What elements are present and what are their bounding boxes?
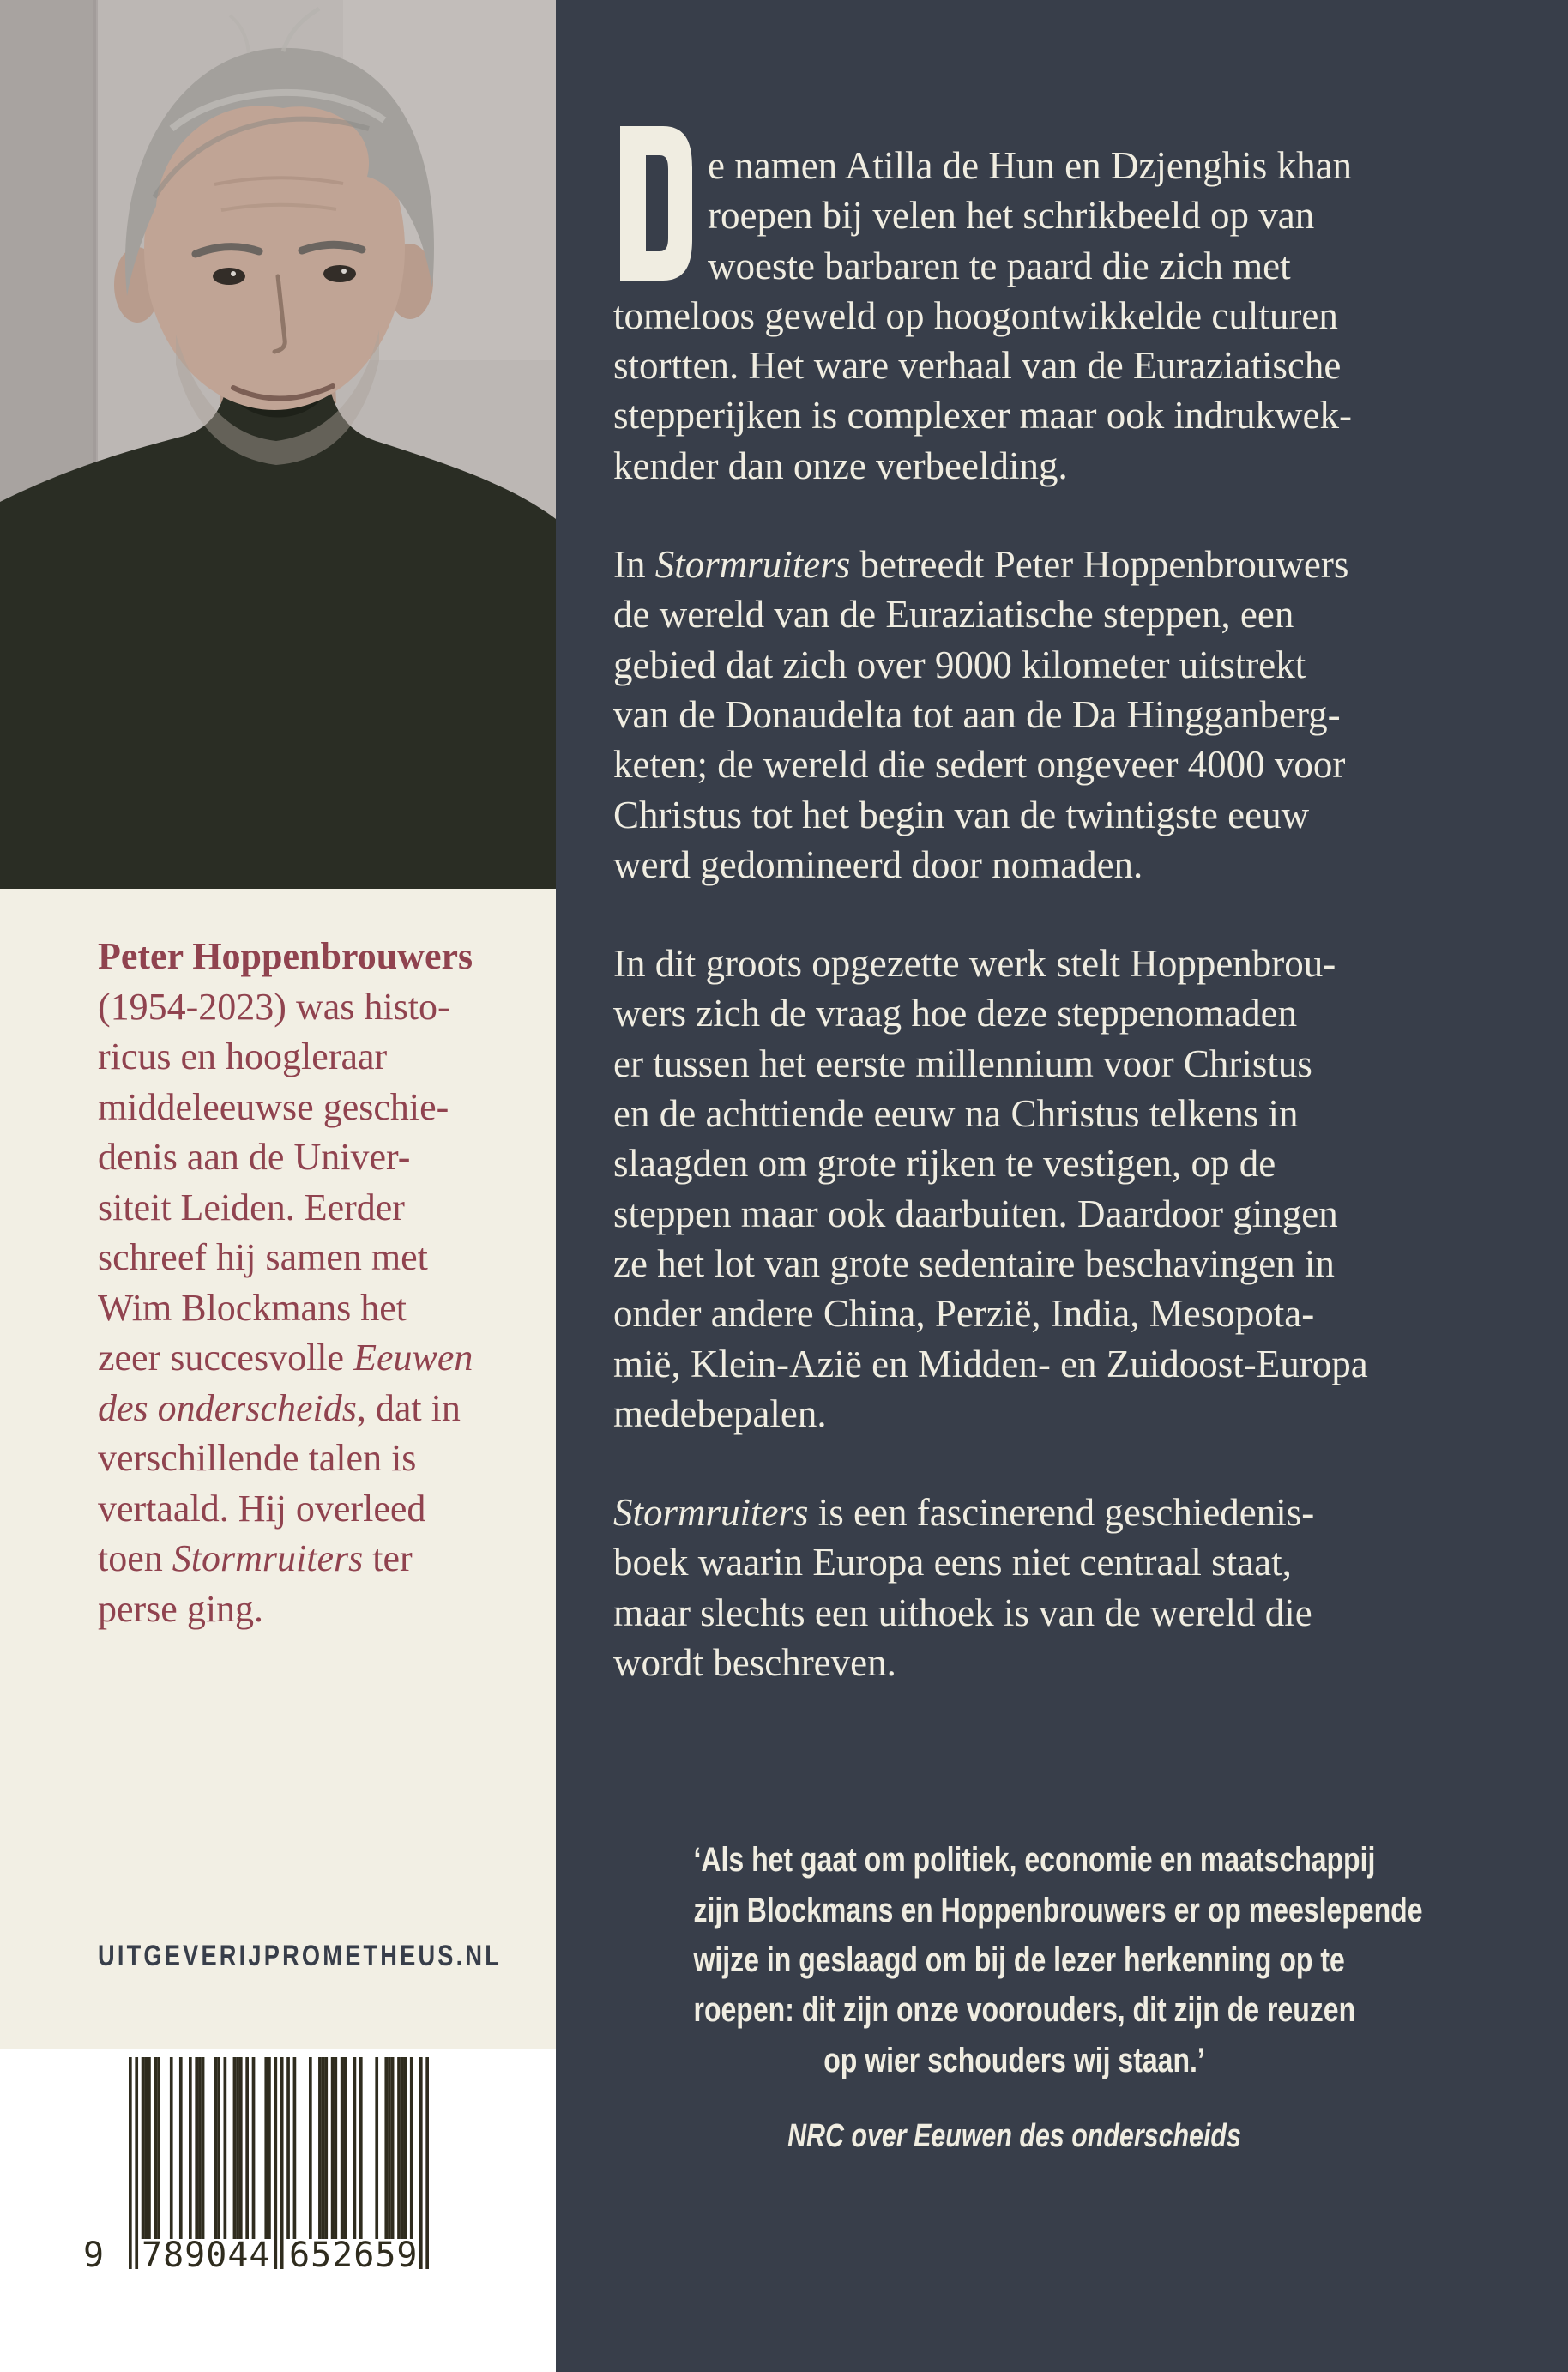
- author-photo: [0, 0, 556, 889]
- blurb-paragraph-4: Stormruiters is een fascinerend geschiedenis- boek waarin Europa eens niet centraal staat, maar slechts een uithoek is van de wereld die wordt beschreven.: [613, 1491, 1315, 1685]
- blurb-paragraph-1: [613, 141, 1415, 491]
- blurb-paragraph-2: In Stormruiters betreedt Peter Hoppenbrouwers de wereld van de Euraziatische steppen, een gebied dat zich over 9000 kilometer uitstrekt van de Donaudelta tot aan de Da Hingganberg- keten; de wereld die sedert ongeveer 4000 voor Christus tot het begin van de twintigste eeuw werd gedomineerd door nomaden.: [613, 543, 1349, 886]
- back-cover-panel: [556, 0, 1568, 2372]
- blurb: [556, 0, 1568, 2161]
- publisher-url: UITGEVERIJPROMETHEUS.NL: [98, 1940, 503, 1972]
- drop-cap-letter-d: [620, 126, 697, 275]
- blurb-paragraph-3: In dit groots opgezette werk stelt Hoppenbrou- wers zich de vraag hoe deze steppenomaden er tussen het eerste millennium voor Christus en de achttiende eeuw na Christus telkens in slaagden om grote rijken te vestigen, op de steppen maar ook daarbuiten. Daardoor gingen ze het lot van grote sedentaire beschavingen in onder andere China, Perzië, India, Mesopota- mië, Klein-Azië en Midden- en Zuidoost-Europa medebepalen.: [613, 942, 1368, 1435]
- author-bio: Peter Hoppenbrouwers (1954-2023) was histo- ricus en hoogleraar middeleeuwse geschie- denis aan de Univer- siteit Leiden. Eerder schreef hij samen met Wim Blockmans het zeer succesvolle Eeuwen des onderscheids, dat in verschillende talen is vertaald. Hij overleed toen Stormruiters ter perse ging.: [98, 935, 473, 1630]
- isbn-digit-lead: 9: [83, 2236, 106, 2275]
- review-quote: ‘Als het gaat om politiek, economie en maatschappij zijn Blockmans en Hoppenbrouwers er op meeslepende wijze in geslaagd om bij de lezer herkenning op te roepen: dit zijn onze voorouders, dit zijn de reuzen op wier schouders wij staan.’: [693, 1841, 1423, 2079]
- isbn-digits-group1: 789044: [142, 2236, 271, 2275]
- isbn-digits-group2: 652659: [289, 2236, 419, 2275]
- blurb-paragraph-1-text: e namen Atilla de Hun en Dzjenghis khan roepen bij velen het schrikbeeld op van woeste barbaren te paard die zich met tomeloos geweld op hoogontwikkelde culturen stortten. Het ware verhaal van de Euraziatische stepperijken is complexer maar ook indrukwek- kender dan onze verbeelding.: [613, 144, 1353, 487]
- left-column: [0, 0, 556, 2372]
- quote-attribution: NRC over Eeuwen des onderscheids: [787, 2117, 1241, 2154]
